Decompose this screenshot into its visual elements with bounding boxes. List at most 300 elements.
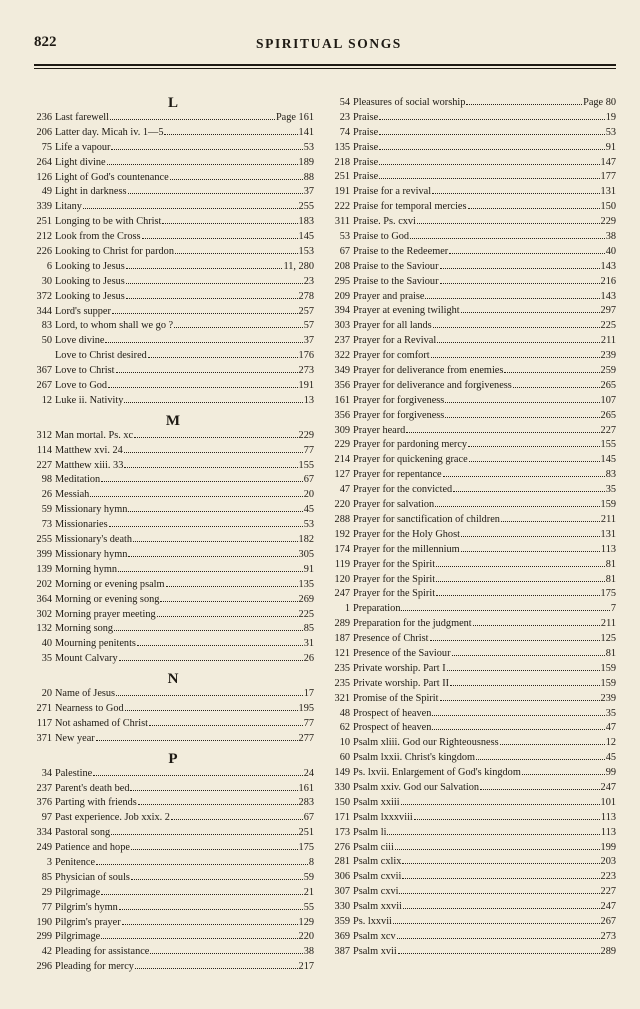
hymn-number: 227 [36,459,52,471]
leader-dots [414,813,600,820]
hymn-number: 237 [334,335,350,347]
page-reference: 77 [303,444,314,456]
page-reference: 40 [605,245,616,257]
page-reference: 23 [303,275,314,287]
leader-dots [435,500,599,507]
page-reference: 175 [298,842,314,854]
index-entry [32,886,314,901]
index-entry [330,498,616,513]
leader-dots [142,232,298,239]
page-reference: 217 [298,961,314,973]
page-reference: 67 [303,812,314,824]
index-entry [330,900,616,915]
leader-dots [131,843,298,850]
index-entry [32,717,314,732]
hymn-number: 306 [334,871,350,883]
section-letter: M [165,412,181,429]
hymn-title: Morning or evening psalm [55,578,165,590]
index-entry [32,767,314,782]
index-entry [330,632,616,647]
leader-dots [107,158,298,165]
hymn-number: 330 [334,781,350,793]
page-reference: 203 [600,856,616,868]
page-reference: 145 [600,454,616,466]
leader-dots [116,689,303,696]
hymn-number: 235 [334,677,350,689]
hymn-number: 235 [334,662,350,674]
hymn-title: Praise [353,141,379,153]
leader-dots [393,917,600,924]
index-entry [32,916,314,931]
index-entry [330,304,616,319]
hymn-title: Praise to the Saviour [353,260,439,272]
hymn-title: Lord's supper [55,305,111,317]
index-entry [330,930,616,945]
page-reference: 85 [303,623,314,635]
section-letter: L [167,95,178,111]
leader-dots [402,872,599,879]
index-entry [32,215,314,230]
hymn-number: 206 [36,126,52,138]
page-reference: 251 [298,827,314,839]
leader-dots [379,128,605,135]
leader-dots [476,753,605,760]
hymn-number: 50 [41,335,52,347]
leader-dots [148,351,298,358]
hymn-title: Love to God [55,380,108,392]
hymn-number: 214 [334,454,350,466]
leader-dots [174,321,303,328]
index-entry [330,334,616,349]
index-entry [330,230,616,245]
hymn-title: Prayer for the millennium [353,543,460,555]
index-entry [330,870,616,885]
hymn-number: 222 [334,201,350,213]
hymn-title: Patience and hope [55,842,130,854]
hymn-number: 271 [36,702,52,714]
index-entry [32,394,314,409]
hymn-title: Praise [353,156,379,168]
hymn-number: 356 [334,379,350,391]
leader-dots [447,664,600,671]
hymn-number: 303 [334,320,350,332]
hymn-title: Parent's death bed [55,782,130,794]
index-entry [330,319,616,334]
index-entry [32,796,314,811]
page-reference: 265 [600,409,616,421]
hymn-title: Missionary hymn [55,504,128,516]
leader-dots [160,594,297,601]
index-entry [330,483,616,498]
page-reference: 239 [600,350,616,362]
index-entry [330,855,616,870]
page-reference: 129 [298,916,314,928]
index-entry [330,96,616,111]
index-entry [330,394,616,409]
leader-dots [379,113,605,120]
page-reference: 35 [605,707,616,719]
hymn-title: Life a vapour [55,141,111,153]
index-entry [330,156,616,171]
leader-dots [96,734,298,741]
page-reference: 125 [600,633,616,645]
page-reference: 13 [303,394,314,406]
hymn-title: Looking to Jesus [55,290,125,302]
index-entry [330,438,616,453]
hymn-number: 288 [334,513,350,525]
page-reference: 183 [298,216,314,228]
hymn-title: Praise for temporal mercies [353,201,467,213]
hymn-number: 296 [36,961,52,973]
hymn-title: Mount Calvary [55,653,118,665]
leader-dots [124,396,302,403]
leader-dots [425,291,599,298]
hymn-number: 190 [36,916,52,928]
leader-dots [387,827,599,834]
leader-dots [126,277,303,284]
hymn-title: Palestine [55,767,93,779]
hymn-number: 30 [41,275,52,287]
page-reference: 67 [303,474,314,486]
index-entry [32,563,314,578]
page-reference: 153 [298,246,314,258]
page-reference: 223 [600,871,616,883]
page-reference: 159 [600,677,616,689]
page-reference: 47 [605,722,616,734]
leader-dots [110,113,275,120]
hymn-number: 251 [334,171,350,183]
index-entry [330,290,616,305]
page-reference: 225 [600,320,616,332]
hymn-number: 83 [41,320,52,332]
hymn-title: Looking to Christ for pardon [55,246,174,258]
index-entry [32,856,314,871]
page-reference: 99 [605,767,616,779]
page-reference: 277 [298,732,314,744]
hymn-number: 321 [334,692,350,704]
hymn-number: 349 [334,365,350,377]
index-entry [330,513,616,528]
leader-dots [133,535,297,542]
index-entry [32,782,314,797]
page-reference: 131 [600,528,616,540]
index-entry [32,930,314,945]
index-entry [32,230,314,245]
page-reference: 37 [303,186,314,198]
hymn-title: Psalm xvii [353,945,397,957]
leader-dots [500,738,605,745]
hymn-title: Psalm xxvii [353,901,402,913]
index-entry [330,796,616,811]
leader-dots [135,962,298,969]
hymn-number: 53 [339,231,350,243]
leader-dots [410,232,605,239]
page-reference: 247 [600,781,616,793]
header-rule-thin [34,68,616,69]
index-entry [32,548,314,563]
index-entry [32,473,314,488]
index-entry [330,111,616,126]
hymn-title: Prayer for the Spirit [353,588,436,600]
hymn-title: Love to Christ [55,365,115,377]
hymn-title: Prospect of heaven [353,722,432,734]
page-reference: 81 [605,573,616,585]
hymn-number: 10 [339,737,350,749]
hymn-number: 255 [36,534,52,546]
hymn-number: 67 [339,245,350,257]
index-entry [330,215,616,230]
index-entry [330,841,616,856]
page-reference: 227 [600,424,616,436]
hymn-number: 299 [36,931,52,943]
index-entry [32,732,314,747]
leader-dots [149,719,303,726]
hymn-number: 302 [36,608,52,620]
hymn-number: 132 [36,623,52,635]
index-entry [32,826,314,841]
page-reference: 38 [303,946,314,958]
hymn-number: 117 [36,717,52,729]
leader-dots [461,306,600,313]
index-entry [330,275,616,290]
index-entry [330,185,616,200]
hymn-number: 192 [334,528,350,540]
page-reference: 211 [600,618,616,630]
index-entry [330,692,616,707]
hymn-title: Ps. lxxvii [353,915,392,927]
leader-dots [513,381,600,388]
leader-dots [432,187,599,194]
index-entry [330,349,616,364]
index-entry [330,617,616,632]
leader-dots [437,336,600,343]
page-reference: 83 [605,469,616,481]
index-entry [330,647,616,662]
page-reference: 216 [600,275,616,287]
hymn-title: Psalm xxiv. God our Salvation [353,781,480,793]
hymn-title: Preparation for the judgment [353,618,472,630]
page-reference: 247 [600,901,616,913]
page-reference: 35 [605,484,616,496]
leader-dots [436,589,599,596]
leader-dots [116,366,298,373]
leader-dots [432,723,604,730]
hymn-number: 47 [339,484,350,496]
hymn-number: 26 [41,489,52,501]
page-reference: 59 [303,871,314,883]
index-entry [32,578,314,593]
leader-dots [398,947,600,954]
page-reference: 24 [303,767,314,779]
right-index-column [330,96,616,960]
index-entry [32,945,314,960]
page-reference: 199 [600,841,616,853]
index-entry [330,453,616,468]
leader-dots [461,530,600,537]
page-reference: 11, 280 [283,260,314,272]
leader-dots [379,172,599,179]
page-reference: 159 [600,499,616,511]
hymn-title: Prayer for the Holy Ghost [353,528,460,540]
page-reference: 45 [303,504,314,516]
leader-dots [124,446,303,453]
hymn-number: 20 [41,688,52,700]
hymn-number: 322 [334,350,350,362]
hymn-number: 339 [36,201,52,213]
page-reference: 145 [298,231,314,243]
hymn-title: New year [55,732,95,744]
page-reference: 141 [298,126,314,138]
leader-dots [128,187,303,194]
page-reference: 191 [298,380,314,392]
hymn-number: 161 [334,394,350,406]
index-entry [32,503,314,518]
hymn-title: Private worship. Part I [353,662,446,674]
page-reference: 265 [600,379,616,391]
page-reference: 77 [303,717,314,729]
index-entry [330,379,616,394]
index-entry [32,960,314,975]
page-reference: 19 [605,111,616,123]
hymn-number: 359 [334,915,350,927]
page-reference: 55 [303,901,314,913]
hymn-title: Look from the Cross [55,231,141,243]
index-entry [330,170,616,185]
leader-dots [128,505,302,512]
hymn-title: Prayer for forgiveness [353,394,445,406]
index-entry [32,319,314,334]
page-reference: 135 [298,578,314,590]
hymn-title: Prayer for deliverance and forgiveness [353,379,512,391]
hymn-title: Prayer for sanctification of children [353,513,500,525]
index-entry [330,662,616,677]
hymn-number: 12 [41,394,52,406]
hymn-title: Prayer for pardoning mercy [353,439,468,451]
leader-dots [83,202,298,209]
index-entry [330,543,616,558]
hymn-number: 85 [41,871,52,883]
page-reference: 273 [600,930,616,942]
hymn-title: Psalm xliii. God our Righteousness [353,737,499,749]
section-letter: P [168,750,178,767]
index-entry [330,766,616,781]
hymn-number: 48 [339,707,350,719]
hymn-number: 367 [36,365,52,377]
hymn-title: Light in darkness [55,186,127,198]
index-entry [32,533,314,548]
index-entry [32,459,314,474]
hymn-number: 187 [334,633,350,645]
hymn-number: 60 [339,752,350,764]
page-reference: 91 [303,563,314,575]
index-entry [330,751,616,766]
page-number: 822 [34,34,57,50]
index-entry [32,185,314,200]
hymn-title: Private worship. Part II [353,677,450,689]
leader-dots [138,798,298,805]
leader-dots [150,947,302,954]
page-reference: 101 [600,796,616,808]
hymn-title: Prospect of heaven [353,707,432,719]
hymn-number: 226 [36,246,52,258]
page-reference: 53 [605,126,616,138]
leader-dots [445,411,599,418]
leader-dots [126,292,298,299]
hymn-number: 218 [334,156,350,168]
hymn-number: 126 [36,171,52,183]
index-entry [32,200,314,215]
page-reference: 53 [303,141,314,153]
leader-dots [96,858,308,865]
page-reference: 20 [303,489,314,501]
index-entry [330,721,616,736]
hymn-title: Psalm li [353,826,387,838]
page-reference: 239 [600,692,616,704]
page-reference: Page 161 [275,112,314,123]
running-title: SPIRITUAL SONGS [256,36,402,51]
hymn-title: Presence of Christ [353,633,429,645]
hymn-title: Praise [353,126,379,138]
hymn-number: 150 [334,796,350,808]
hymn-title: Looking to Jesus [55,275,125,287]
hymn-number: 135 [334,141,350,153]
hymn-title: Praise to God [353,231,410,243]
hymn-number: 330 [334,901,350,913]
hymn-number: 229 [334,439,350,451]
hymn-number: 119 [334,558,350,570]
hymn-number: 40 [41,638,52,650]
hymn-number: 371 [36,732,52,744]
hymn-number: 77 [41,901,52,913]
hymn-number: 149 [334,767,350,779]
leader-dots [449,247,604,254]
hymn-title: Promise of the Spirit [353,692,439,704]
leader-dots [109,520,303,527]
index-entry [330,245,616,260]
leader-dots [432,708,604,715]
leader-dots [90,490,302,497]
page-reference: 269 [298,593,314,605]
index-entry [330,587,616,602]
index-entry [32,126,314,141]
hymn-title: Missionaries [55,519,108,531]
leader-dots [445,396,599,403]
hymn-title: Prayer for deliverance from enemies [353,365,504,377]
leader-dots [111,828,297,835]
hymn-title: Morning or evening song [55,593,160,605]
page-reference: 211 [600,335,616,347]
page-reference: 155 [298,459,314,471]
leader-dots [119,654,303,661]
hymn-number: 191 [334,186,350,198]
index-entry [32,841,314,856]
hymn-title: Psalm xcv [353,930,396,942]
hymn-number: 174 [334,543,350,555]
index-entry [32,429,314,444]
leader-dots [101,888,303,895]
leader-dots [128,550,297,557]
leader-dots [162,217,297,224]
index-entry [32,518,314,533]
page-reference: 143 [600,260,616,272]
page-reference: 159 [600,662,616,674]
index-entry [330,602,616,617]
index-entry [330,781,616,796]
leader-dots [170,172,303,179]
leader-dots [137,639,303,646]
page-reference: 189 [298,156,314,168]
hymn-number: 202 [36,578,52,590]
